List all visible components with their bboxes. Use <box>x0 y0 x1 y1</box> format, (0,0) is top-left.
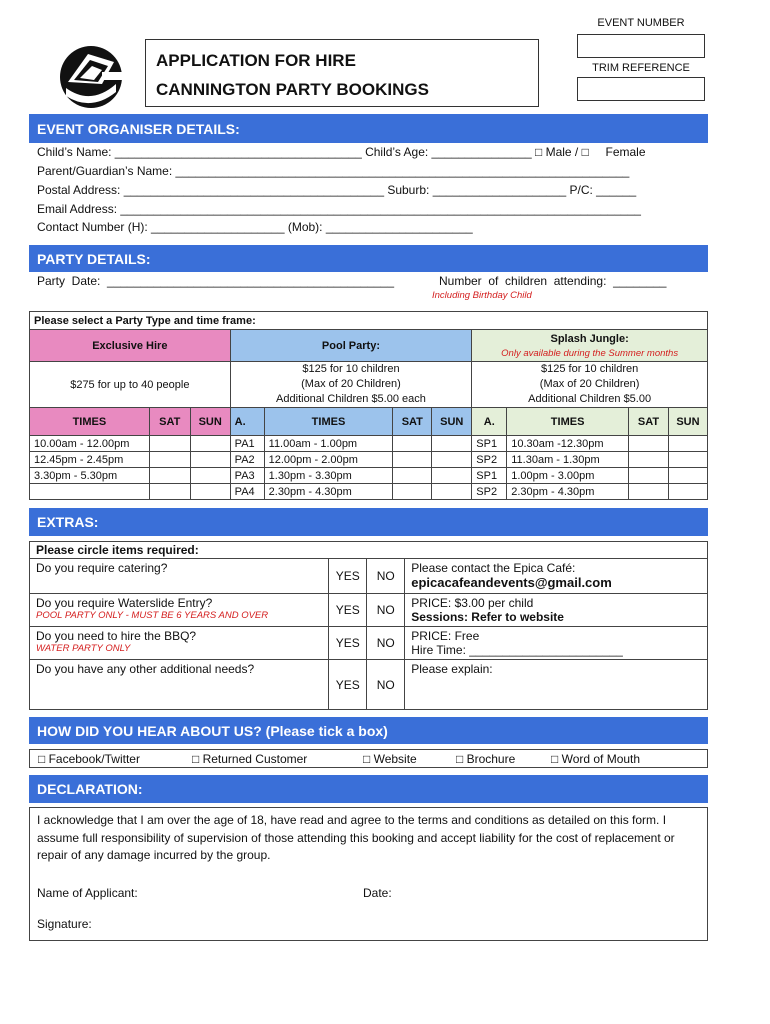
waterslide-note: POOL PARTY ONLY - MUST BE 6 YEARS AND OVER <box>36 610 269 621</box>
waterslide-question: Do you require Waterslide Entry? POOL PARTY ONLY - MUST BE 6 YEARS AND OVER <box>30 594 329 627</box>
splash-sat-checkbox[interactable] <box>628 436 668 452</box>
pool-sun-checkbox[interactable] <box>432 436 472 452</box>
extras-table <box>29 541 708 710</box>
pool-sat-checkbox[interactable] <box>393 436 432 452</box>
exclusive-sun-checkbox[interactable] <box>190 468 230 484</box>
time-row-2 <box>30 452 708 468</box>
pool-code: PA2 <box>230 452 264 468</box>
waterslide-yes-option[interactable]: YES <box>329 594 367 627</box>
declaration-date-label[interactable]: Date: <box>363 886 392 900</box>
pool-sun-checkbox[interactable] <box>432 484 472 500</box>
extras-caption: Please circle items required: <box>30 542 708 559</box>
time-row-3 <box>30 468 708 484</box>
pool-code: PA4 <box>230 484 264 500</box>
trim-reference-label: TRIM REFERENCE <box>592 62 690 74</box>
other-no-option[interactable]: NO <box>367 660 405 710</box>
form-title-line2: CANNINGTON PARTY BOOKINGS <box>156 80 429 99</box>
catering-no-option[interactable]: NO <box>367 559 405 594</box>
exclusive-sun-checkbox[interactable] <box>190 484 230 500</box>
trim-reference-field[interactable] <box>577 77 705 101</box>
contact-number-line[interactable]: Contact Number (H): ____________________ (Mob): ______________________ <box>37 220 473 234</box>
pool-sat-checkbox[interactable] <box>393 452 432 468</box>
declaration-text: I acknowledge that I am over the age of 18, have read and agree to the terms and conditions as detailed on this form. I assume full responsibility of supervision of those attending this booking and accept liability for the cost of replacement or repair of any damage incurred by the group. <box>37 813 675 862</box>
splash-sun-checkbox[interactable] <box>668 484 707 500</box>
pool-sat-checkbox[interactable] <box>393 484 432 500</box>
splash-time: 2.30pm - 4.30pm <box>507 484 629 500</box>
section-declaration-header: DECLARATION: <box>29 775 708 803</box>
waterslide-info: PRICE: $3.00 per child Sessions: Refer to website <box>405 594 708 627</box>
catering-info: Please contact the Epica Café: epicacafeandevents@gmail.com <box>405 559 708 594</box>
children-attending-line[interactable]: Number of children attending: ________ <box>439 274 667 288</box>
pool-sat-checkbox[interactable] <box>393 468 432 484</box>
splash-jungle-note: Only available during the Summer months <box>501 347 679 359</box>
email-address-line[interactable]: Email Address: ______________________________________________________________________________ <box>37 202 641 216</box>
other-needs-question: Do you have any other additional needs? <box>30 660 329 710</box>
exclusive-sat-header: SAT <box>149 408 190 436</box>
hear-option-website[interactable]: □ Website <box>363 752 417 766</box>
splash-sat-checkbox[interactable] <box>628 484 668 500</box>
other-yes-option[interactable]: YES <box>329 660 367 710</box>
declaration-box <box>29 807 708 941</box>
splash-time: 11.30am - 1.30pm <box>507 452 629 468</box>
splash-sat-checkbox[interactable] <box>628 468 668 484</box>
hear-option-brochure[interactable]: □ Brochure <box>456 752 516 766</box>
signature-label[interactable]: Signature: <box>37 917 92 931</box>
exclusive-sat-checkbox[interactable] <box>149 468 190 484</box>
bbq-info: PRICE: Free Hire Time: _______________________ <box>405 627 708 660</box>
exclusive-time: 10.00am - 12.00pm <box>30 436 150 452</box>
pool-party-title: Pool Party: <box>230 330 472 362</box>
splash-sun-checkbox[interactable] <box>668 436 707 452</box>
exclusive-sun-header: SUN <box>190 408 230 436</box>
exclusive-sat-checkbox[interactable] <box>149 436 190 452</box>
pool-time: 2.30pm - 4.30pm <box>264 484 393 500</box>
splash-time: 10.30am -12.30pm <box>507 436 629 452</box>
bbq-yes-option[interactable]: YES <box>329 627 367 660</box>
pool-sat-header: SAT <box>393 408 432 436</box>
time-row-1 <box>30 436 708 452</box>
bbq-note: WATER PARTY ONLY <box>36 643 131 654</box>
splash-time: 1.00pm - 3.00pm <box>507 468 629 484</box>
form-title-box <box>145 39 539 107</box>
section-hear-header: HOW DID YOU HEAR ABOUT US? (Please tick a box) <box>29 717 708 744</box>
exclusive-time: 12.45pm - 2.45pm <box>30 452 150 468</box>
splash-sun-header: SUN <box>668 408 707 436</box>
splash-times-header: TIMES <box>507 408 629 436</box>
children-note: Including Birthday Child <box>432 290 532 301</box>
hear-option-word-of-mouth[interactable]: □ Word of Mouth <box>551 752 641 766</box>
splash-jungle-cell <box>472 330 708 362</box>
pool-code: PA1 <box>230 436 264 452</box>
pool-sun-checkbox[interactable] <box>432 452 472 468</box>
pool-code-header: A. <box>230 408 264 436</box>
cafe-email: epicacafeandevents@gmail.com <box>411 575 612 590</box>
catering-yes-option[interactable]: YES <box>329 559 367 594</box>
section-extras-header: EXTRAS: <box>29 508 708 536</box>
bbq-no-option[interactable]: NO <box>367 627 405 660</box>
exclusive-times-header: TIMES <box>30 408 150 436</box>
event-number-label: EVENT NUMBER <box>597 17 685 29</box>
hear-option-facebook[interactable]: □ Facebook/Twitter <box>38 752 140 766</box>
exclusive-sun-checkbox[interactable] <box>190 452 230 468</box>
party-date-line[interactable]: Party Date: ___________________________________________ <box>37 274 394 288</box>
exclusive-hire-title: Exclusive Hire <box>30 330 231 362</box>
exclusive-sun-checkbox[interactable] <box>190 436 230 452</box>
pool-times-header: TIMES <box>264 408 393 436</box>
pool-sun-header: SUN <box>432 408 472 436</box>
splash-code: SP1 <box>472 468 507 484</box>
pool-time: 12.00pm - 2.00pm <box>264 452 393 468</box>
party-table-caption: Please select a Party Type and time frame: <box>30 312 708 330</box>
hear-options-row <box>29 749 708 768</box>
exclusive-sat-checkbox[interactable] <box>149 452 190 468</box>
hear-option-returned-customer[interactable]: □ Returned Customer <box>192 752 308 766</box>
pool-sun-checkbox[interactable] <box>432 468 472 484</box>
splash-jungle-price: $125 for 10 children (Max of 20 Children) Additional Children $5.00 <box>472 362 708 408</box>
party-type-table <box>29 311 708 500</box>
pool-party-price: $125 for 10 children (Max of 20 Children) Additional Children $5.00 each <box>230 362 472 408</box>
other-needs-explain[interactable]: Please explain: <box>405 660 708 710</box>
time-row-4 <box>30 484 708 500</box>
section-party-header: PARTY DETAILS: <box>29 245 708 272</box>
splash-sat-checkbox[interactable] <box>628 452 668 468</box>
splash-sun-checkbox[interactable] <box>668 468 707 484</box>
cannington-logo-icon <box>58 44 124 110</box>
catering-question: Do you require catering? <box>30 559 329 594</box>
bbq-question: Do you need to hire the BBQ? WATER PARTY ONLY <box>30 627 329 660</box>
splash-code: SP2 <box>472 452 507 468</box>
childs-name-line[interactable]: Child’s Name: _____________________________________ Child’s Age: _______________ □ Male / □ Female <box>37 145 646 159</box>
pool-code: PA3 <box>230 468 264 484</box>
splash-sun-checkbox[interactable] <box>668 452 707 468</box>
exclusive-time <box>30 484 150 500</box>
splash-code: SP1 <box>472 436 507 452</box>
event-number-field[interactable] <box>577 34 705 58</box>
waterslide-no-option[interactable]: NO <box>367 594 405 627</box>
splash-code-header: A. <box>472 408 507 436</box>
exclusive-hire-price: $275 for up to 40 people <box>30 362 231 408</box>
pool-time: 11.00am - 1.00pm <box>264 436 393 452</box>
splash-code: SP2 <box>472 484 507 500</box>
exclusive-time: 3.30pm - 5.30pm <box>30 468 150 484</box>
splash-jungle-title: Splash Jungle: <box>550 332 629 345</box>
section-organiser-header: EVENT ORGANISER DETAILS: <box>29 114 708 143</box>
parent-name-line[interactable]: Parent/Guardian’s Name: ____________________________________________________________________ <box>37 164 630 178</box>
form-title-line1: APPLICATION FOR HIRE <box>156 51 356 70</box>
postal-address-line[interactable]: Postal Address: _______________________________________ Suburb: ____________________ P/C: ______ <box>37 183 637 197</box>
exclusive-sat-checkbox[interactable] <box>149 484 190 500</box>
splash-sat-header: SAT <box>628 408 668 436</box>
pool-time: 1.30pm - 3.30pm <box>264 468 393 484</box>
applicant-name-label[interactable]: Name of Applicant: <box>37 886 138 900</box>
